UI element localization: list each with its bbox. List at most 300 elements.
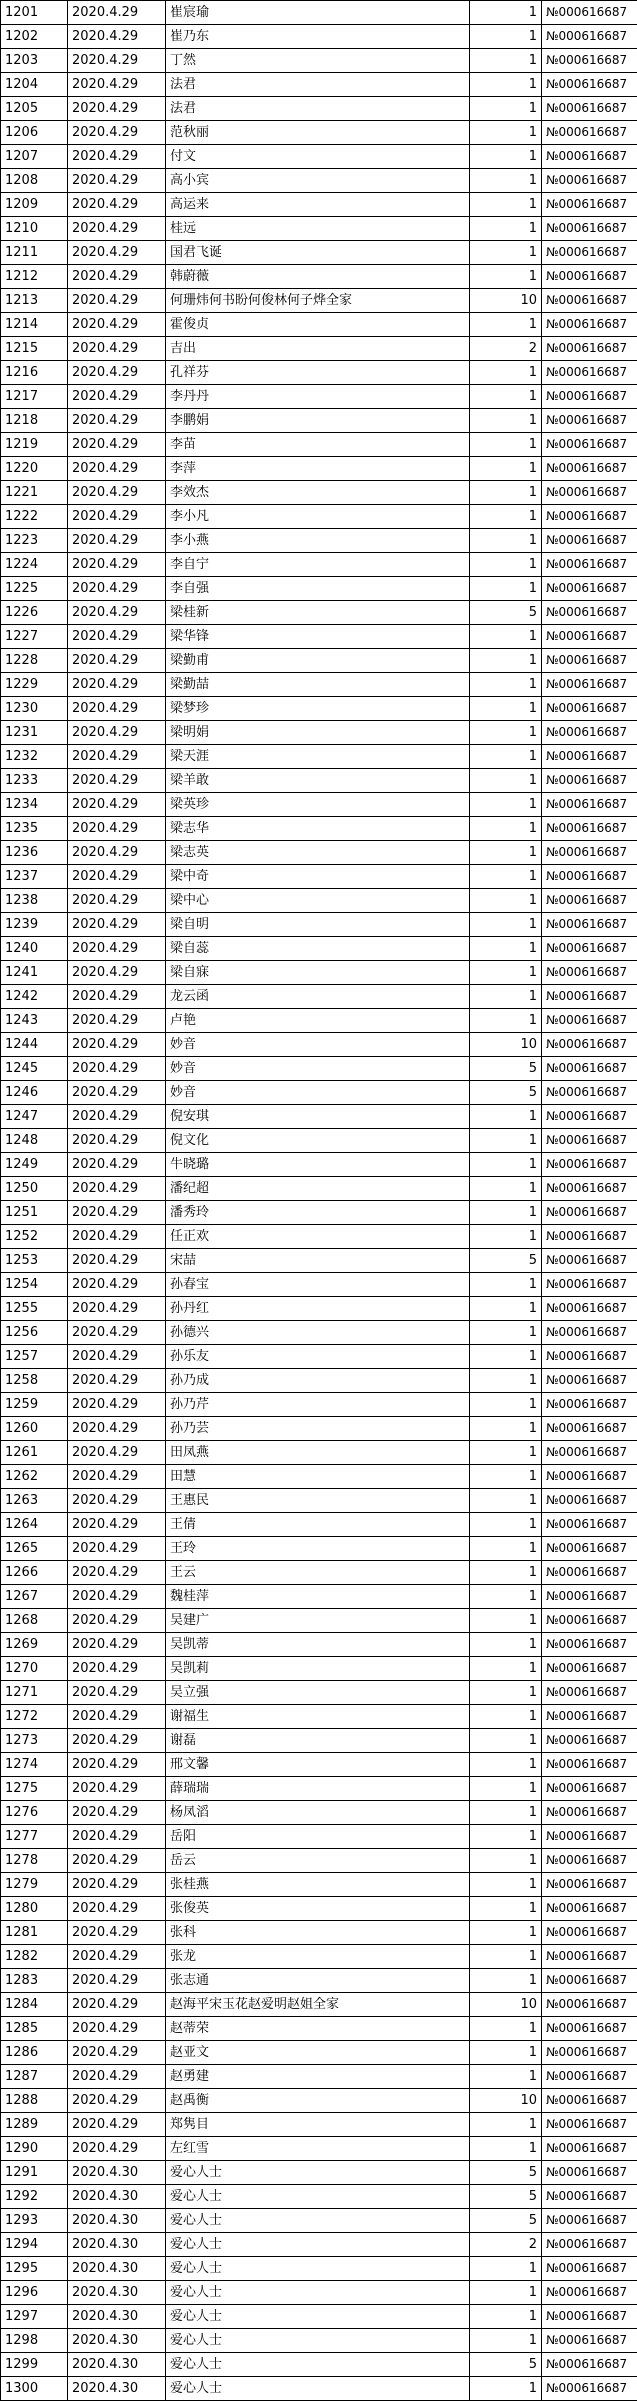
- date-cell: 2020.4.29: [68, 889, 166, 913]
- table-row: [1, 1393, 637, 1417]
- quantity-cell: 1: [470, 1753, 542, 1777]
- row-number-cell: 1269: [1, 1633, 68, 1657]
- table-row: [1, 1009, 637, 1033]
- quantity-cell: 1: [470, 2065, 542, 2089]
- date-cell: 2020.4.29: [68, 241, 166, 265]
- table-row: [1, 1513, 637, 1537]
- table-row: [1, 673, 637, 697]
- certificate-number-cell: №000616687: [542, 865, 637, 889]
- quantity-cell: 5: [470, 1249, 542, 1273]
- quantity-cell: 1: [470, 1633, 542, 1657]
- row-number-cell: 1222: [1, 505, 68, 529]
- table-row: [1, 1, 637, 25]
- certificate-number-cell: №000616687: [542, 937, 637, 961]
- row-number-cell: 1204: [1, 73, 68, 97]
- table-row: [1, 865, 637, 889]
- certificate-number-cell: №000616687: [542, 337, 637, 361]
- quantity-cell: 5: [470, 2161, 542, 2185]
- certificate-number-cell: №000616687: [542, 1201, 637, 1225]
- date-cell: 2020.4.29: [68, 385, 166, 409]
- row-number-cell: 1299: [1, 2353, 68, 2377]
- certificate-number-cell: №000616687: [542, 169, 637, 193]
- quantity-cell: 5: [470, 1081, 542, 1105]
- donor-name-cell: 崔乃东: [166, 25, 470, 49]
- quantity-cell: 1: [470, 1969, 542, 1993]
- certificate-number-cell: №000616687: [542, 49, 637, 73]
- quantity-cell: 1: [470, 1849, 542, 1873]
- row-number-cell: 1300: [1, 2377, 68, 2401]
- row-number-cell: 1298: [1, 2329, 68, 2353]
- certificate-number-cell: №000616687: [542, 601, 637, 625]
- certificate-number-cell: №000616687: [542, 1321, 637, 1345]
- table-row: [1, 2113, 637, 2137]
- quantity-cell: 1: [470, 1465, 542, 1489]
- certificate-number-cell: №000616687: [542, 121, 637, 145]
- quantity-cell: 5: [470, 1057, 542, 1081]
- date-cell: 2020.4.29: [68, 961, 166, 985]
- table-row: [1, 961, 637, 985]
- row-number-cell: 1224: [1, 553, 68, 577]
- certificate-number-cell: №000616687: [542, 721, 637, 745]
- certificate-number-cell: №000616687: [542, 2377, 637, 2401]
- quantity-cell: 1: [470, 913, 542, 937]
- date-cell: 2020.4.29: [68, 1657, 166, 1681]
- date-cell: 2020.4.29: [68, 1033, 166, 1057]
- quantity-cell: 5: [470, 2185, 542, 2209]
- table-row: [1, 1225, 637, 1249]
- row-number-cell: 1256: [1, 1321, 68, 1345]
- quantity-cell: 1: [470, 481, 542, 505]
- certificate-number-cell: №000616687: [542, 1081, 637, 1105]
- certificate-number-cell: №000616687: [542, 217, 637, 241]
- date-cell: 2020.4.29: [68, 697, 166, 721]
- row-number-cell: 1282: [1, 1945, 68, 1969]
- date-cell: 2020.4.29: [68, 289, 166, 313]
- donor-name-cell: 爱心人士: [166, 2209, 470, 2233]
- donor-name-cell: 田凤燕: [166, 1441, 470, 1465]
- row-number-cell: 1285: [1, 2017, 68, 2041]
- certificate-number-cell: №000616687: [542, 1009, 637, 1033]
- date-cell: 2020.4.29: [68, 2113, 166, 2137]
- quantity-cell: 1: [470, 1777, 542, 1801]
- donor-name-cell: 桂远: [166, 217, 470, 241]
- certificate-number-cell: №000616687: [542, 1225, 637, 1249]
- donor-name-cell: 爱心人士: [166, 2353, 470, 2377]
- table-row: [1, 1993, 637, 2017]
- certificate-number-cell: №000616687: [542, 985, 637, 1009]
- quantity-cell: 1: [470, 889, 542, 913]
- row-number-cell: 1247: [1, 1105, 68, 1129]
- certificate-number-cell: №000616687: [542, 889, 637, 913]
- table-row: [1, 1681, 637, 1705]
- donor-name-cell: 高运来: [166, 193, 470, 217]
- certificate-number-cell: №000616687: [542, 1033, 637, 1057]
- table-row: [1, 25, 637, 49]
- certificate-number-cell: №000616687: [542, 1777, 637, 1801]
- quantity-cell: 1: [470, 457, 542, 481]
- certificate-number-cell: №000616687: [542, 1585, 637, 1609]
- row-number-cell: 1281: [1, 1921, 68, 1945]
- date-cell: 2020.4.29: [68, 169, 166, 193]
- donor-name-cell: 潘纪超: [166, 1177, 470, 1201]
- donor-name-cell: 梁自蕊: [166, 937, 470, 961]
- date-cell: 2020.4.29: [68, 1969, 166, 1993]
- date-cell: 2020.4.29: [68, 1057, 166, 1081]
- date-cell: 2020.4.29: [68, 841, 166, 865]
- quantity-cell: 1: [470, 2041, 542, 2065]
- table-row: [1, 2305, 637, 2329]
- donor-name-cell: 梁勤甫: [166, 649, 470, 673]
- date-cell: 2020.4.29: [68, 673, 166, 697]
- donor-name-cell: 国君飞诞: [166, 241, 470, 265]
- donor-name-cell: 张桂燕: [166, 1873, 470, 1897]
- table-row: [1, 1897, 637, 1921]
- row-number-cell: 1245: [1, 1057, 68, 1081]
- date-cell: 2020.4.30: [68, 2305, 166, 2329]
- quantity-cell: 1: [470, 745, 542, 769]
- row-number-cell: 1261: [1, 1441, 68, 1465]
- row-number-cell: 1268: [1, 1609, 68, 1633]
- donor-name-cell: 爱心人士: [166, 2281, 470, 2305]
- row-number-cell: 1217: [1, 385, 68, 409]
- donor-name-cell: 潘秀玲: [166, 1201, 470, 1225]
- date-cell: 2020.4.29: [68, 1537, 166, 1561]
- quantity-cell: 1: [470, 2017, 542, 2041]
- certificate-number-cell: №000616687: [542, 2017, 637, 2041]
- donor-name-cell: 爱心人士: [166, 2305, 470, 2329]
- table-row: [1, 313, 637, 337]
- row-number-cell: 1202: [1, 25, 68, 49]
- row-number-cell: 1219: [1, 433, 68, 457]
- date-cell: 2020.4.29: [68, 1489, 166, 1513]
- quantity-cell: 10: [470, 289, 542, 313]
- certificate-number-cell: №000616687: [542, 73, 637, 97]
- donor-name-cell: 梁志华: [166, 817, 470, 841]
- donor-name-cell: 法君: [166, 97, 470, 121]
- quantity-cell: 10: [470, 1993, 542, 2017]
- quantity-cell: 1: [470, 649, 542, 673]
- certificate-number-cell: №000616687: [542, 1681, 637, 1705]
- date-cell: 2020.4.29: [68, 1561, 166, 1585]
- table-row: [1, 193, 637, 217]
- date-cell: 2020.4.29: [68, 49, 166, 73]
- quantity-cell: 1: [470, 1321, 542, 1345]
- certificate-number-cell: №000616687: [542, 1129, 637, 1153]
- donor-name-cell: 梁梦珍: [166, 697, 470, 721]
- row-number-cell: 1243: [1, 1009, 68, 1033]
- table-row: [1, 409, 637, 433]
- certificate-number-cell: №000616687: [542, 529, 637, 553]
- date-cell: 2020.4.29: [68, 1921, 166, 1945]
- donor-name-cell: 爱心人士: [166, 2161, 470, 2185]
- date-cell: 2020.4.29: [68, 1225, 166, 1249]
- quantity-cell: 10: [470, 2089, 542, 2113]
- certificate-number-cell: №000616687: [542, 385, 637, 409]
- quantity-cell: 1: [470, 385, 542, 409]
- table-row: [1, 841, 637, 865]
- quantity-cell: 1: [470, 769, 542, 793]
- table-row: [1, 1561, 637, 1585]
- certificate-number-cell: №000616687: [542, 1897, 637, 1921]
- table-row: [1, 1177, 637, 1201]
- donor-name-cell: 李效杰: [166, 481, 470, 505]
- date-cell: 2020.4.30: [68, 2209, 166, 2233]
- date-cell: 2020.4.30: [68, 2185, 166, 2209]
- table-row: [1, 2161, 637, 2185]
- table-row: [1, 985, 637, 1009]
- row-number-cell: 1249: [1, 1153, 68, 1177]
- table-row: [1, 697, 637, 721]
- date-cell: 2020.4.29: [68, 2089, 166, 2113]
- quantity-cell: 1: [470, 1897, 542, 1921]
- date-cell: 2020.4.29: [68, 913, 166, 937]
- row-number-cell: 1255: [1, 1297, 68, 1321]
- date-cell: 2020.4.29: [68, 1609, 166, 1633]
- quantity-cell: 1: [470, 673, 542, 697]
- table-row: [1, 2137, 637, 2161]
- quantity-cell: 1: [470, 1177, 542, 1201]
- quantity-cell: 1: [470, 169, 542, 193]
- row-number-cell: 1203: [1, 49, 68, 73]
- table-row: [1, 2233, 637, 2257]
- donor-name-cell: 孙丹红: [166, 1297, 470, 1321]
- table-row: [1, 2353, 637, 2377]
- donor-name-cell: 何珊炜何书盼何俊林何子烨全家: [166, 289, 470, 313]
- row-number-cell: 1223: [1, 529, 68, 553]
- date-cell: 2020.4.29: [68, 313, 166, 337]
- row-number-cell: 1258: [1, 1369, 68, 1393]
- certificate-number-cell: №000616687: [542, 457, 637, 481]
- donor-name-cell: 范秋丽: [166, 121, 470, 145]
- quantity-cell: 2: [470, 337, 542, 361]
- quantity-cell: 1: [470, 2137, 542, 2161]
- date-cell: 2020.4.30: [68, 2281, 166, 2305]
- quantity-cell: 1: [470, 937, 542, 961]
- donor-name-cell: 赵亚文: [166, 2041, 470, 2065]
- donor-name-cell: 李苗: [166, 433, 470, 457]
- row-number-cell: 1213: [1, 289, 68, 313]
- certificate-number-cell: №000616687: [542, 913, 637, 937]
- date-cell: 2020.4.29: [68, 1249, 166, 1273]
- date-cell: 2020.4.29: [68, 985, 166, 1009]
- certificate-number-cell: №000616687: [542, 2089, 637, 2113]
- certificate-number-cell: №000616687: [542, 481, 637, 505]
- quantity-cell: 1: [470, 1489, 542, 1513]
- certificate-number-cell: №000616687: [542, 577, 637, 601]
- table-row: [1, 889, 637, 913]
- date-cell: 2020.4.29: [68, 481, 166, 505]
- row-number-cell: 1295: [1, 2257, 68, 2281]
- date-cell: 2020.4.29: [68, 745, 166, 769]
- row-number-cell: 1239: [1, 913, 68, 937]
- certificate-number-cell: №000616687: [542, 1417, 637, 1441]
- certificate-number-cell: №000616687: [542, 2065, 637, 2089]
- date-cell: 2020.4.29: [68, 769, 166, 793]
- donor-name-cell: 赵蒂荣: [166, 2017, 470, 2041]
- donor-name-cell: 赵勇建: [166, 2065, 470, 2089]
- quantity-cell: 1: [470, 193, 542, 217]
- donor-name-cell: 梁英珍: [166, 793, 470, 817]
- date-cell: 2020.4.29: [68, 649, 166, 673]
- donor-name-cell: 岳云: [166, 1849, 470, 1873]
- table-row: [1, 1201, 637, 1225]
- row-number-cell: 1275: [1, 1777, 68, 1801]
- certificate-number-cell: №000616687: [542, 2209, 637, 2233]
- quantity-cell: 1: [470, 1657, 542, 1681]
- row-number-cell: 1207: [1, 145, 68, 169]
- donor-name-cell: 左红雪: [166, 2137, 470, 2161]
- row-number-cell: 1292: [1, 2185, 68, 2209]
- certificate-number-cell: №000616687: [542, 1489, 637, 1513]
- row-number-cell: 1240: [1, 937, 68, 961]
- table-row: [1, 481, 637, 505]
- date-cell: 2020.4.30: [68, 2233, 166, 2257]
- donor-name-cell: 爱心人士: [166, 2329, 470, 2353]
- donor-name-cell: 谢磊: [166, 1729, 470, 1753]
- certificate-number-cell: №000616687: [542, 433, 637, 457]
- table-row: [1, 1729, 637, 1753]
- date-cell: 2020.4.29: [68, 865, 166, 889]
- table-row: [1, 1153, 637, 1177]
- certificate-number-cell: №000616687: [542, 1153, 637, 1177]
- row-number-cell: 1264: [1, 1513, 68, 1537]
- donor-name-cell: 高小宾: [166, 169, 470, 193]
- date-cell: 2020.4.29: [68, 1129, 166, 1153]
- table-row: [1, 433, 637, 457]
- certificate-number-cell: №000616687: [542, 2353, 637, 2377]
- date-cell: 2020.4.29: [68, 1945, 166, 1969]
- table-row: [1, 505, 637, 529]
- certificate-number-cell: №000616687: [542, 505, 637, 529]
- donor-name-cell: 崔宸瑜: [166, 1, 470, 25]
- donor-name-cell: 王云: [166, 1561, 470, 1585]
- row-number-cell: 1277: [1, 1825, 68, 1849]
- certificate-number-cell: №000616687: [542, 1657, 637, 1681]
- row-number-cell: 1279: [1, 1873, 68, 1897]
- donor-name-cell: 法君: [166, 73, 470, 97]
- table-row: [1, 913, 637, 937]
- certificate-number-cell: №000616687: [542, 793, 637, 817]
- certificate-number-cell: №000616687: [542, 1753, 637, 1777]
- row-number-cell: 1228: [1, 649, 68, 673]
- table-row: [1, 2089, 637, 2113]
- quantity-cell: 1: [470, 313, 542, 337]
- certificate-number-cell: №000616687: [542, 2305, 637, 2329]
- certificate-number-cell: №000616687: [542, 1297, 637, 1321]
- quantity-cell: 5: [470, 601, 542, 625]
- table-row: [1, 1057, 637, 1081]
- certificate-number-cell: №000616687: [542, 25, 637, 49]
- quantity-cell: 1: [470, 1825, 542, 1849]
- table-row: [1, 1441, 637, 1465]
- row-number-cell: 1263: [1, 1489, 68, 1513]
- table-row: [1, 721, 637, 745]
- quantity-cell: 1: [470, 1921, 542, 1945]
- quantity-cell: 1: [470, 1681, 542, 1705]
- donor-name-cell: 吴凯蒂: [166, 1633, 470, 1657]
- quantity-cell: 1: [470, 2329, 542, 2353]
- quantity-cell: 1: [470, 145, 542, 169]
- donor-name-cell: 牛晓璐: [166, 1153, 470, 1177]
- quantity-cell: 10: [470, 1033, 542, 1057]
- table-row: [1, 1465, 637, 1489]
- row-number-cell: 1235: [1, 817, 68, 841]
- donor-name-cell: 岳阳: [166, 1825, 470, 1849]
- certificate-number-cell: №000616687: [542, 1249, 637, 1273]
- certificate-number-cell: №000616687: [542, 265, 637, 289]
- quantity-cell: 1: [470, 1345, 542, 1369]
- quantity-cell: 1: [470, 865, 542, 889]
- row-number-cell: 1262: [1, 1465, 68, 1489]
- certificate-number-cell: №000616687: [542, 1993, 637, 2017]
- quantity-cell: 1: [470, 1, 542, 25]
- donor-name-cell: 赵禹衡: [166, 2089, 470, 2113]
- row-number-cell: 1272: [1, 1705, 68, 1729]
- quantity-cell: 1: [470, 697, 542, 721]
- date-cell: 2020.4.29: [68, 409, 166, 433]
- donor-name-cell: 田慧: [166, 1465, 470, 1489]
- quantity-cell: 1: [470, 1705, 542, 1729]
- certificate-number-cell: №000616687: [542, 2161, 637, 2185]
- donor-name-cell: 梁华锋: [166, 625, 470, 649]
- date-cell: 2020.4.29: [68, 1753, 166, 1777]
- date-cell: 2020.4.29: [68, 1345, 166, 1369]
- table-row: [1, 1297, 637, 1321]
- donor-name-cell: 梁自明: [166, 913, 470, 937]
- donor-name-cell: 张俊英: [166, 1897, 470, 1921]
- donor-name-cell: 倪安琪: [166, 1105, 470, 1129]
- certificate-number-cell: №000616687: [542, 193, 637, 217]
- row-number-cell: 1280: [1, 1897, 68, 1921]
- certificate-number-cell: №000616687: [542, 409, 637, 433]
- quantity-cell: 5: [470, 2353, 542, 2377]
- date-cell: 2020.4.29: [68, 1825, 166, 1849]
- table-row: [1, 1825, 637, 1849]
- table-row: [1, 1417, 637, 1441]
- date-cell: 2020.4.29: [68, 337, 166, 361]
- date-cell: 2020.4.29: [68, 457, 166, 481]
- date-cell: 2020.4.29: [68, 1993, 166, 2017]
- date-cell: 2020.4.29: [68, 1705, 166, 1729]
- table-row: [1, 601, 637, 625]
- table-row: [1, 217, 637, 241]
- table-row: [1, 1489, 637, 1513]
- row-number-cell: 1237: [1, 865, 68, 889]
- donor-name-cell: 邢文馨: [166, 1753, 470, 1777]
- quantity-cell: 1: [470, 1225, 542, 1249]
- date-cell: 2020.4.29: [68, 1297, 166, 1321]
- date-cell: 2020.4.29: [68, 721, 166, 745]
- donor-name-cell: 韩蔚薇: [166, 265, 470, 289]
- date-cell: 2020.4.29: [68, 1465, 166, 1489]
- donor-name-cell: 宋喆: [166, 1249, 470, 1273]
- date-cell: 2020.4.29: [68, 1513, 166, 1537]
- table-row: [1, 145, 637, 169]
- quantity-cell: 1: [470, 2281, 542, 2305]
- table-row: [1, 1105, 637, 1129]
- donor-name-cell: 爱心人士: [166, 2233, 470, 2257]
- certificate-number-cell: №000616687: [542, 1537, 637, 1561]
- date-cell: 2020.4.29: [68, 121, 166, 145]
- quantity-cell: 1: [470, 1585, 542, 1609]
- table-row: [1, 625, 637, 649]
- donor-name-cell: 梁志英: [166, 841, 470, 865]
- certificate-number-cell: №000616687: [542, 1, 637, 25]
- table-row: [1, 169, 637, 193]
- date-cell: 2020.4.29: [68, 97, 166, 121]
- date-cell: 2020.4.30: [68, 2329, 166, 2353]
- donor-name-cell: 爱心人士: [166, 2377, 470, 2401]
